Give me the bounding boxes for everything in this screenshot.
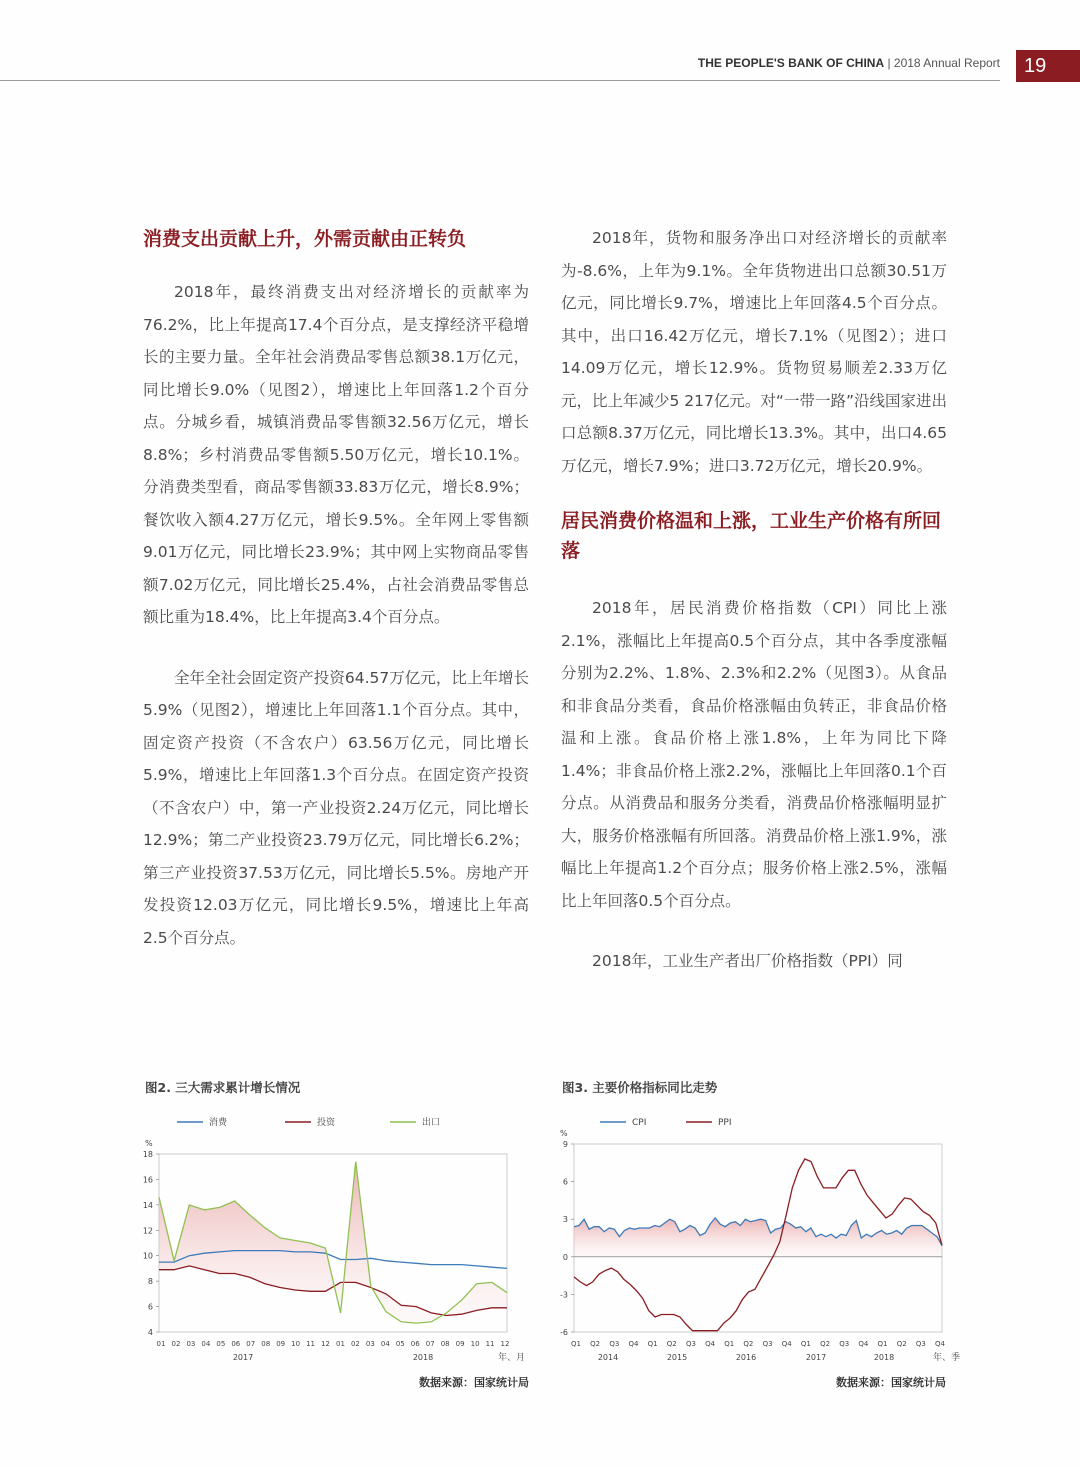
figure-3 xyxy=(560,1078,960,1398)
x-tick-label: Q2 xyxy=(666,1340,677,1348)
x-axis-title: 年、季 xyxy=(932,1353,960,1363)
legend-label-1: PPI xyxy=(718,1118,732,1128)
x-year-label: 2017 xyxy=(232,1353,254,1362)
chart-demand-growth xyxy=(142,1106,535,1376)
x-tick-label: Q3 xyxy=(839,1340,850,1348)
chart-price-indices xyxy=(560,1106,960,1376)
x-tick-label: 04 xyxy=(380,1340,390,1348)
x-tick-label: Q1 xyxy=(571,1340,581,1348)
header-org: THE PEOPLE'S BANK OF CHINA xyxy=(697,56,885,70)
left-column xyxy=(143,222,529,954)
x-tick-label: 08 xyxy=(261,1340,271,1348)
x-tick-label: Q3 xyxy=(915,1340,926,1348)
section-heading-consumption: 消费支出贡献上升，外需贡献由正转负 xyxy=(143,228,467,250)
y-tick-label: 8 xyxy=(147,1277,153,1287)
running-header xyxy=(698,56,1000,70)
x-tick-label: Q1 xyxy=(800,1340,811,1348)
x-tick-label: 04 xyxy=(201,1340,211,1348)
y-axis-unit: % xyxy=(560,1129,568,1138)
x-tick-label: 03 xyxy=(186,1340,196,1348)
paragraph-investment: 全年全社会固定资产投资64.57万亿元，比上年增长5.9%（见图2），增速比上年回落1.1个百分点。其中，固定资产投资（不含农户）63.56万亿元，同比增长5.9%，增速比上年回落1.3个百分点。在固定资产投资（不含农户）中，第一产业投资2.24万亿元，同比增长12.9%；第二产业投资23.79万亿元，同比增长6.2%；第三产业投资37.53万亿元，同比增长5.5%。房地产开发投资12.03万亿元，同比增长9.5%，增速比上年高2.5个百分点。 xyxy=(143,668,529,947)
legend-label-0: CPI xyxy=(632,1118,647,1128)
y-tick-label: 3 xyxy=(562,1215,568,1225)
y-axis-unit: % xyxy=(145,1139,153,1148)
x-tick-label: 09 xyxy=(276,1340,286,1348)
x-tick-label: Q2 xyxy=(896,1340,907,1348)
figure-3-title: 图3. 主要价格指标同比走势 xyxy=(562,1080,718,1095)
header-rule xyxy=(0,80,1000,81)
y-tick-label: 10 xyxy=(142,1251,153,1261)
x-tick-label: Q4 xyxy=(781,1340,792,1348)
paragraph-consumption: 2018年，最终消费支出对经济增长的贡献率为76.2%，比上年提高17.4个百分点，是支撑经济平稳增长的主要力量。全年社会消费品零售总额38.1万亿元，同比增长9.0%（见图2），增速比上年回落1.2个百分点。分城乡看，城镇消费品零售额32.56万亿元，增长8.8%；乡村消费品零售额5.50万亿元，增长10.1%。分消费类型看，商品零售额33.83万亿元，增长8.9%；餐饮收入额4.27万亿元，增长9.5%。全年网上零售额9.01万亿元，同比增长23.9%；其中网上实物商品零售额7.02万亿元，同比增长25.4%，占社会消费品零售总额比重为18.4%，比上年提高3.4个百分点。 xyxy=(143,283,529,626)
paragraph-ppi: 2018年，工业生产者出厂价格指数（PPI）同 xyxy=(592,952,903,970)
page-number: 19 xyxy=(1016,50,1080,82)
x-year-label: 2018 xyxy=(412,1353,434,1362)
area-fill xyxy=(574,1218,942,1257)
right-column xyxy=(561,222,947,978)
figure-3-source: 数据来源：国家统计局 xyxy=(836,1376,946,1389)
figure-2 xyxy=(142,1078,535,1398)
y-tick-label: 0 xyxy=(562,1252,568,1262)
y-tick-label: 6 xyxy=(147,1302,153,1312)
header-separator: | xyxy=(884,56,894,70)
x-tick-label: 07 xyxy=(246,1340,256,1348)
y-tick-label: 14 xyxy=(142,1200,153,1210)
x-tick-label: 10 xyxy=(470,1340,480,1348)
area-fill xyxy=(159,1162,507,1323)
x-tick-label: 07 xyxy=(425,1340,435,1348)
paragraph-cpi: 2018年，居民消费价格指数（CPI）同比上涨2.1%，涨幅比上年提高0.5个百分点，其中各季度涨幅分别为2.2%、1.8%、2.3%和2.2%（见图3）。从食品和非食品分类看，食品价格涨幅由负转正，非食品价格温和上涨。食品价格上涨1.8%，上年为同比下降1.4%；非食品价格上涨2.2%，涨幅比上年回落0.1个百分点。从消费品和服务分类看，消费品价格涨幅明显扩大，服务价格涨幅有所回落。消费品价格上涨1.9%，涨幅比上年提高1.2个百分点；服务价格上涨2.5%，涨幅比上年回落0.5个百分点。 xyxy=(561,599,947,910)
x-year-label: 2015 xyxy=(666,1353,688,1362)
x-tick-label: Q2 xyxy=(590,1340,601,1348)
x-tick-label: Q3 xyxy=(609,1340,620,1348)
x-tick-label: 01 xyxy=(156,1340,166,1348)
x-tick-label: 06 xyxy=(410,1340,420,1348)
x-tick-label: 05 xyxy=(395,1340,405,1348)
x-tick-label: Q4 xyxy=(705,1340,716,1348)
x-tick-label: 12 xyxy=(500,1340,510,1348)
x-year-label: 2017 xyxy=(805,1353,827,1362)
x-tick-label: 11 xyxy=(306,1340,316,1348)
y-tick-label: 4 xyxy=(147,1328,153,1337)
y-tick-label: 6 xyxy=(562,1177,568,1187)
x-year-label: 2018 xyxy=(873,1353,895,1362)
x-tick-label: Q1 xyxy=(877,1340,888,1348)
legend-label-2: 出口 xyxy=(422,1118,441,1128)
x-tick-label: Q1 xyxy=(724,1340,735,1348)
x-tick-label: 06 xyxy=(231,1340,241,1348)
legend-label-0: 消费 xyxy=(209,1118,228,1128)
x-tick-label: 09 xyxy=(455,1340,465,1348)
y-tick-label: 18 xyxy=(142,1150,153,1159)
section-heading-prices: 居民消费价格温和上涨，工业生产价格有所回落 xyxy=(561,510,942,562)
x-year-label: 2016 xyxy=(735,1353,757,1362)
header-report: 2018 Annual Report xyxy=(893,56,1000,70)
y-tick-label: 12 xyxy=(142,1226,153,1236)
x-tick-label: 02 xyxy=(350,1340,360,1348)
x-tick-label: Q1 xyxy=(647,1340,658,1348)
x-tick-label: Q4 xyxy=(935,1340,945,1348)
x-tick-label: Q4 xyxy=(858,1340,869,1348)
paragraph-net-exports: 2018年，货物和服务净出口对经济增长的贡献率为-8.6%，上年为9.1%。全年货物进出口总额30.51万亿元，同比增长9.7%，增速比上年回落4.5个百分点。其中，出口16.42万亿元，增长7.1%（见图2）；进口14.09万亿元，增长12.9%。货物贸易顺差2.33万亿元，比上年减少5 217亿元。对“一带一路”沿线国家进出口总额8.37万亿元，同比增长13.3%。其中，出口4.65万亿元，增长7.9%；进口3.72万亿元，增长20.9%。 xyxy=(561,229,947,475)
x-axis-title: 年、月 xyxy=(497,1353,525,1363)
x-tick-label: Q3 xyxy=(685,1340,696,1348)
legend-label-1: 投资 xyxy=(317,1118,336,1128)
x-tick-label: 02 xyxy=(171,1340,181,1348)
x-tick-label: 11 xyxy=(485,1340,495,1348)
x-tick-label: Q2 xyxy=(743,1340,754,1348)
y-tick-label: 9 xyxy=(562,1140,568,1149)
figure-2-source: 数据来源：国家统计局 xyxy=(419,1376,529,1389)
x-year-label: 2014 xyxy=(597,1353,619,1362)
y-tick-label: -3 xyxy=(560,1290,568,1300)
x-tick-label: Q3 xyxy=(762,1340,773,1348)
x-tick-label: 12 xyxy=(321,1340,330,1348)
x-tick-label: 01 xyxy=(336,1340,345,1348)
x-tick-label: Q2 xyxy=(820,1340,831,1348)
x-tick-label: 08 xyxy=(440,1340,450,1348)
figure-2-title: 图2. 三大需求累计增长情况 xyxy=(145,1080,301,1095)
y-tick-label: 16 xyxy=(142,1175,153,1185)
x-tick-label: 05 xyxy=(216,1340,226,1348)
x-tick-label: 10 xyxy=(291,1340,301,1348)
y-tick-label: -6 xyxy=(560,1328,568,1337)
x-tick-label: 03 xyxy=(365,1340,375,1348)
x-tick-label: Q4 xyxy=(628,1340,639,1348)
